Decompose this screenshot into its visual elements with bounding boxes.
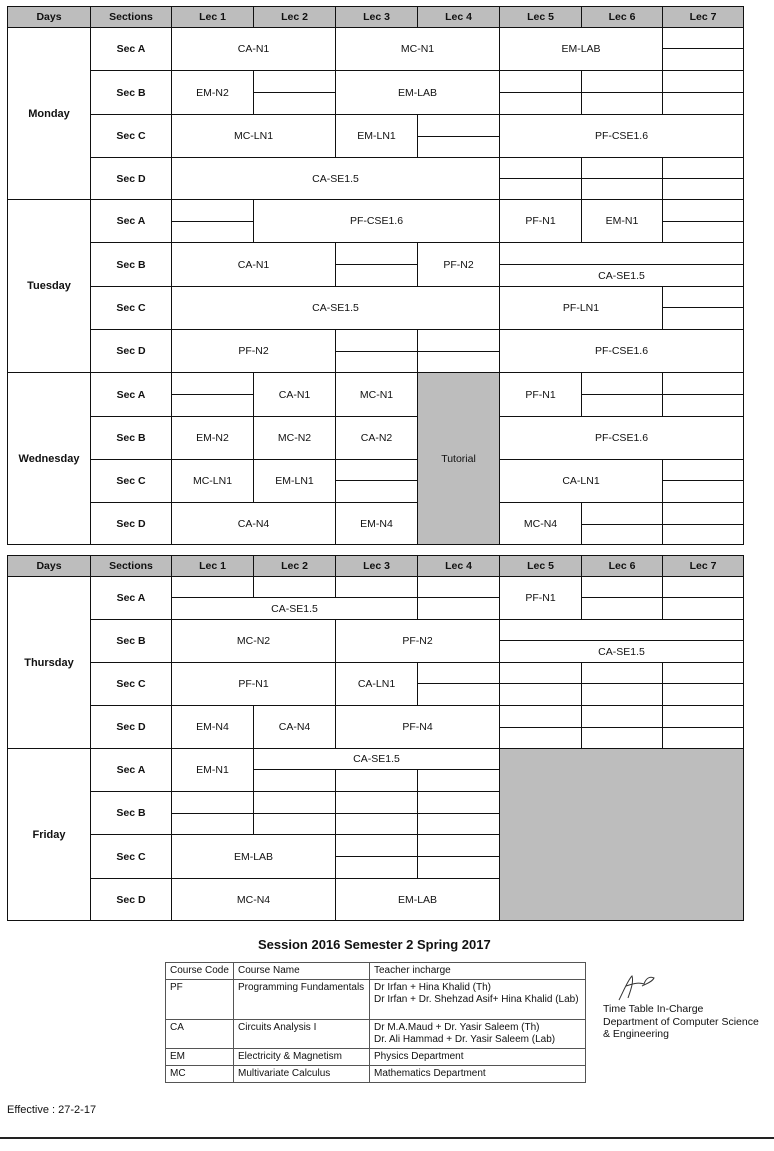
session-title: Session 2016 Semester 2 Spring 2017 — [258, 937, 491, 952]
header-lec4: Lec 4 — [418, 556, 500, 577]
section-b: Sec B — [91, 243, 172, 287]
section-d: Sec D — [91, 879, 172, 921]
class-cell: EM-LN1 — [254, 460, 336, 503]
header-row — [8, 7, 744, 28]
timetable-thu-fri — [7, 555, 744, 921]
class-cell: EM-LAB — [172, 835, 336, 879]
empty-slot — [582, 395, 663, 417]
empty-slot — [500, 663, 582, 684]
empty-slot — [663, 663, 744, 684]
header-lec4: Lec 4 — [418, 7, 500, 28]
empty-slot — [336, 481, 418, 503]
empty-slot — [663, 200, 744, 222]
teacher-incharge: Physics Department — [370, 1049, 586, 1066]
incharge-title: Time Table In-Charge — [603, 1003, 704, 1015]
incharge-dept: Department of Computer Science — [603, 1015, 759, 1028]
empty-slot — [663, 481, 744, 503]
section-b: Sec B — [91, 620, 172, 663]
bottom-divider — [0, 1137, 774, 1139]
empty-slot — [663, 503, 744, 525]
header-lec1: Lec 1 — [172, 556, 254, 577]
teacher-lab: Dr Irfan + Dr. Shehzad Asif+ Hina Khalid (Lab) — [374, 994, 579, 1005]
empty-slot — [336, 330, 418, 352]
empty-slot — [500, 243, 744, 265]
empty-slot — [663, 577, 744, 598]
empty-slot — [336, 460, 418, 481]
empty-slot — [663, 287, 744, 308]
class-cell: PF-N2 — [172, 330, 336, 373]
day-monday: Monday — [8, 28, 91, 200]
day-thursday: Thursday — [8, 577, 91, 749]
empty-slot — [418, 770, 500, 792]
empty-slot — [418, 857, 500, 879]
empty-slot — [500, 93, 582, 115]
course-code: CA — [166, 1020, 234, 1049]
class-cell: PF-CSE1.6 — [500, 115, 744, 158]
no-class-block — [500, 749, 744, 921]
empty-slot — [582, 728, 663, 749]
day-wednesday: Wednesday — [8, 373, 91, 545]
empty-slot — [254, 770, 336, 792]
timetable-mon-wed — [7, 6, 744, 545]
class-cell: EM-LAB — [500, 28, 663, 71]
class-cell: MC-N1 — [336, 373, 418, 417]
course-code: EM — [166, 1049, 234, 1066]
class-cell: EM-N1 — [172, 749, 254, 792]
class-cell: MC-LN1 — [172, 460, 254, 503]
section-d: Sec D — [91, 158, 172, 200]
header-lec5: Lec 5 — [500, 7, 582, 28]
section-c: Sec C — [91, 460, 172, 503]
section-c: Sec C — [91, 287, 172, 330]
empty-slot — [254, 577, 336, 598]
empty-slot — [418, 115, 500, 137]
class-cell: EM-N4 — [336, 503, 418, 545]
empty-slot — [663, 460, 744, 481]
empty-slot — [172, 373, 254, 395]
empty-slot — [336, 243, 418, 265]
course-code: MC — [166, 1066, 234, 1083]
empty-slot — [336, 814, 418, 835]
empty-slot — [663, 373, 744, 395]
empty-slot — [418, 684, 500, 706]
course-code: PF — [166, 980, 234, 1020]
class-cell: CA-N2 — [336, 417, 418, 460]
empty-slot — [582, 71, 663, 93]
section-a: Sec A — [91, 373, 172, 417]
section-b: Sec B — [91, 792, 172, 835]
class-cell: CA-SE1.5 — [172, 287, 500, 330]
teacher-theory: Dr Irfan + Hina Khalid (Th) — [374, 982, 491, 993]
legend-header-name: Course Name — [234, 963, 370, 980]
empty-slot — [500, 158, 582, 179]
effective-date: Effective : 27-2-17 — [7, 1104, 97, 1116]
class-cell: EM-N4 — [172, 706, 254, 749]
empty-slot — [582, 158, 663, 179]
header-lec3: Lec 3 — [336, 556, 418, 577]
empty-slot — [418, 835, 500, 857]
class-cell: PF-N1 — [172, 663, 336, 706]
course-legend — [165, 962, 586, 1083]
empty-slot — [663, 49, 744, 71]
class-cell: CA-SE1.5 — [500, 265, 744, 287]
empty-slot — [172, 814, 254, 835]
class-cell: CA-SE1.5 — [172, 598, 418, 620]
class-cell: CA-N4 — [254, 706, 336, 749]
tutorial-block: Tutorial — [418, 373, 500, 545]
class-cell: PF-CSE1.6 — [254, 200, 500, 243]
course-name: Multivariate Calculus — [234, 1066, 370, 1083]
header-days: Days — [8, 7, 91, 28]
class-cell: CA-SE1.5 — [172, 158, 500, 200]
header-lec3: Lec 3 — [336, 7, 418, 28]
teacher-theory: Dr M.A.Maud + Dr. Yasir Saleem (Th) — [374, 1022, 540, 1033]
day-friday: Friday — [8, 749, 91, 921]
header-lec5: Lec 5 — [500, 556, 582, 577]
section-a: Sec A — [91, 28, 172, 71]
empty-slot — [336, 352, 418, 373]
course-name: Electricity & Magnetism — [234, 1049, 370, 1066]
empty-slot — [172, 395, 254, 417]
empty-slot — [663, 706, 744, 728]
empty-slot — [663, 158, 744, 179]
empty-slot — [663, 395, 744, 417]
empty-slot — [663, 28, 744, 49]
class-cell: EM-LAB — [336, 879, 500, 921]
empty-slot — [336, 770, 418, 792]
empty-slot — [582, 577, 663, 598]
class-cell: EM-N2 — [172, 417, 254, 460]
section-d: Sec D — [91, 503, 172, 545]
legend-header-teacher: Teacher incharge — [370, 963, 586, 980]
section-c: Sec C — [91, 115, 172, 158]
empty-slot — [663, 684, 744, 706]
empty-slot — [172, 577, 254, 598]
class-cell: PF-LN1 — [500, 287, 663, 330]
class-cell: EM-LN1 — [336, 115, 418, 158]
header-sections: Sections — [91, 556, 172, 577]
empty-slot — [582, 503, 663, 525]
legend-row — [166, 1020, 586, 1049]
empty-slot — [172, 222, 254, 243]
class-cell: PF-N2 — [336, 620, 500, 663]
incharge-signature-block — [603, 1003, 759, 1041]
header-lec7: Lec 7 — [663, 7, 744, 28]
section-d: Sec D — [91, 330, 172, 373]
teacher-lab: Dr. Ali Hammad + Dr. Yasir Saleem (Lab) — [374, 1034, 556, 1045]
empty-slot — [582, 598, 663, 620]
class-cell: EM-LAB — [336, 71, 500, 115]
legend-header-code: Course Code — [166, 963, 234, 980]
empty-slot — [663, 179, 744, 200]
empty-slot — [418, 814, 500, 835]
empty-slot — [582, 684, 663, 706]
signature-icon — [616, 972, 658, 1004]
section-a: Sec A — [91, 200, 172, 243]
empty-slot — [663, 525, 744, 545]
section-b: Sec B — [91, 417, 172, 460]
empty-slot — [418, 663, 500, 684]
class-cell: PF-N1 — [500, 200, 582, 243]
empty-slot — [582, 93, 663, 115]
section-c: Sec C — [91, 835, 172, 879]
empty-slot — [500, 620, 744, 641]
section-d: Sec D — [91, 706, 172, 749]
empty-slot — [582, 663, 663, 684]
empty-slot — [663, 598, 744, 620]
empty-slot — [582, 179, 663, 200]
teacher-incharge — [370, 1020, 586, 1049]
class-cell: PF-N1 — [500, 373, 582, 417]
empty-slot — [254, 792, 336, 814]
teacher-incharge — [370, 980, 586, 1020]
empty-slot — [336, 857, 418, 879]
empty-slot — [582, 525, 663, 545]
section-a: Sec A — [91, 577, 172, 620]
empty-slot — [336, 577, 418, 598]
header-days: Days — [8, 556, 91, 577]
class-cell: MC-N2 — [254, 417, 336, 460]
header-lec6: Lec 6 — [582, 556, 663, 577]
empty-slot — [172, 792, 254, 814]
class-cell: PF-N2 — [418, 243, 500, 287]
class-cell: CA-N1 — [172, 28, 336, 71]
section-c: Sec C — [91, 663, 172, 706]
header-lec6: Lec 6 — [582, 7, 663, 28]
class-cell: CA-LN1 — [500, 460, 663, 503]
empty-slot — [418, 352, 500, 373]
course-name: Programming Fundamentals — [234, 980, 370, 1020]
empty-slot — [418, 137, 500, 158]
empty-slot — [254, 93, 336, 115]
class-cell: MC-LN1 — [172, 115, 336, 158]
empty-slot — [582, 373, 663, 395]
empty-slot — [418, 330, 500, 352]
class-cell: PF-CSE1.6 — [500, 417, 744, 460]
empty-slot — [418, 792, 500, 814]
class-cell: CA-N1 — [254, 373, 336, 417]
class-cell: CA-N1 — [172, 243, 336, 287]
empty-slot — [500, 71, 582, 93]
empty-slot — [254, 814, 336, 835]
empty-slot — [500, 684, 582, 706]
empty-slot — [663, 71, 744, 93]
section-a: Sec A — [91, 749, 172, 792]
legend-row — [166, 1066, 586, 1083]
class-cell: EM-N2 — [172, 71, 254, 115]
empty-slot — [418, 577, 500, 598]
class-cell: PF-N4 — [336, 706, 500, 749]
class-cell: PF-N1 — [500, 577, 582, 620]
class-cell: CA-SE1.5 — [254, 749, 500, 770]
course-name: Circuits Analysis I — [234, 1020, 370, 1049]
legend-row — [166, 1049, 586, 1066]
empty-slot — [663, 308, 744, 330]
empty-slot — [663, 728, 744, 749]
header-lec7: Lec 7 — [663, 556, 744, 577]
empty-slot — [336, 835, 418, 857]
empty-slot — [582, 706, 663, 728]
header-lec1: Lec 1 — [172, 7, 254, 28]
teacher-incharge: Mathematics Department — [370, 1066, 586, 1083]
empty-slot — [500, 179, 582, 200]
empty-slot — [663, 222, 744, 243]
header-row — [8, 556, 744, 577]
empty-slot — [336, 792, 418, 814]
class-cell: CA-N4 — [172, 503, 336, 545]
class-cell: MC-N2 — [172, 620, 336, 663]
empty-slot — [418, 598, 500, 620]
legend-row — [166, 980, 586, 1020]
section-b: Sec B — [91, 71, 172, 115]
class-cell: CA-SE1.5 — [500, 641, 744, 663]
incharge-dept-cont: & Engineering — [603, 1028, 669, 1040]
empty-slot — [336, 265, 418, 287]
empty-slot — [500, 706, 582, 728]
empty-slot — [500, 728, 582, 749]
class-cell: MC-N4 — [172, 879, 336, 921]
empty-slot — [663, 93, 744, 115]
day-tuesday: Tuesday — [8, 200, 91, 373]
header-lec2: Lec 2 — [254, 7, 336, 28]
empty-slot — [254, 71, 336, 93]
class-cell: EM-N1 — [582, 200, 663, 243]
class-cell: PF-CSE1.6 — [500, 330, 744, 373]
empty-slot — [172, 200, 254, 222]
class-cell: MC-N1 — [336, 28, 500, 71]
class-cell: CA-LN1 — [336, 663, 418, 706]
header-lec2: Lec 2 — [254, 556, 336, 577]
legend-header — [166, 963, 586, 980]
header-sections: Sections — [91, 7, 172, 28]
class-cell: MC-N4 — [500, 503, 582, 545]
